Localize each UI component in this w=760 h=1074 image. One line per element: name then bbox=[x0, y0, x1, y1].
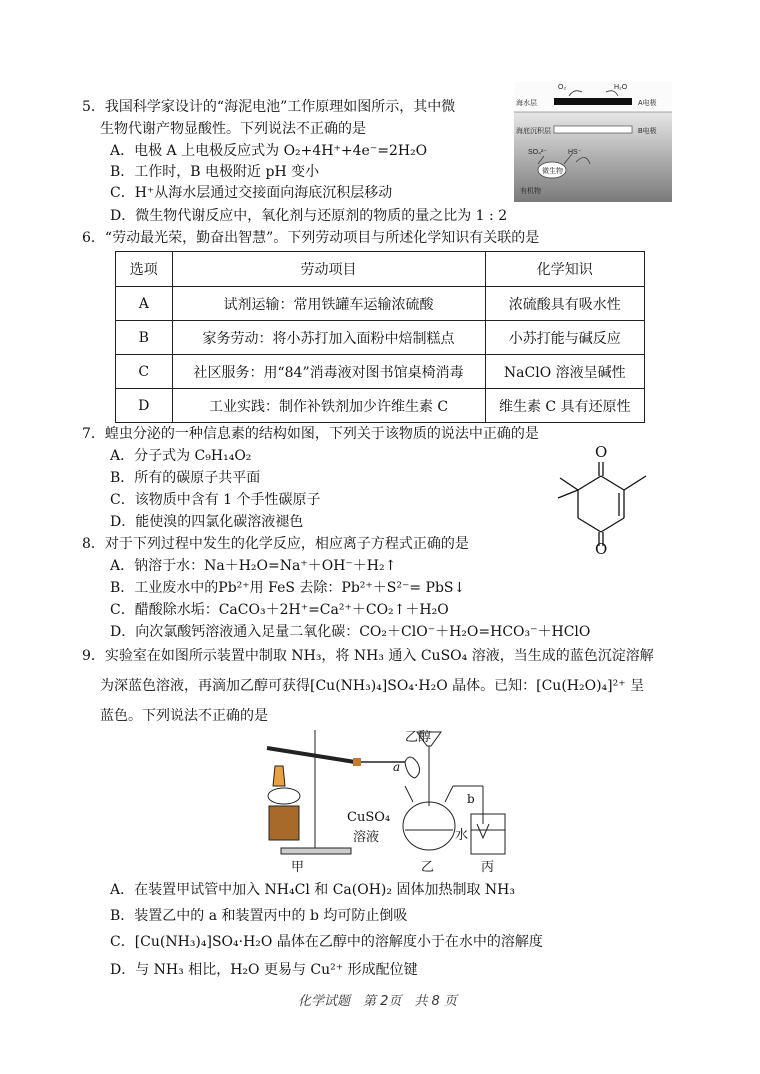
table-cell: NaClO 溶液呈碱性 bbox=[485, 355, 644, 389]
table-cell: 家务劳动：将小苏打加入面粉中焙制糕点 bbox=[172, 321, 485, 355]
q5-option-d: D．微生物代谢反应中，氧化剂与还原剂的物质的量之比为 1 : 2 bbox=[110, 208, 508, 224]
table-cell: 维生素 C 具有还原性 bbox=[485, 389, 644, 423]
label-yi: 乙 bbox=[421, 860, 435, 875]
header-labor: 劳动项目 bbox=[172, 252, 485, 287]
q5-stem-line2: 生物代谢产物显酸性。下列说法不正确的是 bbox=[100, 121, 366, 137]
q7-option-b: B．所有的碳原子共平面 bbox=[110, 470, 261, 486]
atom-o-top: O bbox=[595, 443, 608, 461]
header-knowledge: 化学知识 bbox=[485, 252, 644, 287]
label-water: 水 bbox=[455, 828, 469, 843]
label-a: a bbox=[393, 760, 401, 774]
fig-label-organic: 有机物 bbox=[520, 188, 541, 195]
label-cuso4: CuSO₄ bbox=[347, 810, 391, 825]
q5-option-c: C．H⁺从海水层通过交接面向海底沉积层移动 bbox=[110, 185, 393, 201]
apparatus-figure bbox=[255, 726, 515, 876]
q7-option-a: A．分子式为 C₉H₁₄O₂ bbox=[110, 448, 252, 464]
label-b: b bbox=[467, 792, 475, 806]
table-cell: 社区服务：用“84”消毒液对图书馆桌椅消毒 bbox=[172, 355, 485, 389]
table-row bbox=[116, 389, 645, 423]
q9-option-d: D．与 NH₃ 相比，H₂O 更易与 Cu²⁺ 形成配位键 bbox=[110, 962, 418, 978]
table-row bbox=[116, 287, 645, 321]
q8-option-b: B．工业废水中的Pb²⁺用 FeS 去除：Pb²⁺＋S²⁻= PbS↓ bbox=[110, 580, 466, 596]
q8-option-a: A．钠溶于水：Na＋H₂O=Na⁺＋OH⁻＋H₂↑ bbox=[110, 558, 397, 574]
fig-label-so4: SO₄²⁻ bbox=[528, 149, 547, 156]
fig-label-h2o: H₂O bbox=[614, 84, 628, 91]
table-cell: 小苏打能与碱反应 bbox=[485, 321, 644, 355]
q9-option-b: B．装置乙中的 a 和装置丙中的 b 均可防止倒吸 bbox=[110, 908, 408, 924]
page-footer: 化学试题 第 2页 共 8 页 bbox=[298, 994, 457, 1009]
label-solution: 溶液 bbox=[353, 830, 380, 845]
pheromone-structure bbox=[552, 440, 652, 558]
fig-label-electrode-a: A电极 bbox=[638, 100, 657, 107]
q9-stem-line3: 蓝色。下列说法不正确的是 bbox=[100, 708, 268, 724]
label-ethanol: 乙醇 bbox=[405, 730, 432, 745]
q8-stem: 8．对于下列过程中发生的化学反应，相应离子方程式正确的是 bbox=[82, 536, 469, 552]
table-cell: 试剂运输：常用铁罐车运输浓硫酸 bbox=[172, 287, 485, 321]
label-jia: 甲 bbox=[291, 860, 305, 875]
q5-option-b: B．工作时，B 电极附近 pH 变小 bbox=[110, 164, 320, 180]
q5-stem-line1: 5．我国科学家设计的“海泥电池”工作原理如图所示，其中微 bbox=[82, 99, 456, 115]
fig-label-hs: HS⁻ bbox=[568, 149, 582, 156]
q9-option-c: C．[Cu(NH₃)₄]SO₄·H₂O 晶体在乙醇中的溶解度小于在水中的溶解度 bbox=[110, 934, 543, 950]
q8-option-d: D．向次氯酸钙溶液通入足量二氧化碳：CO₂＋ClO⁻＋H₂O=HCO₃⁻＋HClO bbox=[110, 624, 591, 640]
q6-table bbox=[115, 251, 645, 423]
q9-option-a: A．在装置甲试管中加入 NH₄Cl 和 Ca(OH)₂ 固体加热制取 NH₃ bbox=[110, 882, 515, 898]
table-header-row bbox=[116, 252, 645, 287]
q7-option-d: D．能使溴的四氯化碳溶液褪色 bbox=[110, 514, 304, 530]
sea-mud-battery-figure bbox=[514, 82, 672, 202]
table-cell: A bbox=[116, 287, 173, 321]
fig-label-o2: O₂ bbox=[558, 84, 567, 91]
q9-stem-line2: 为深蓝色溶液，再滴加乙醇可获得[Cu(NH₃)₄]SO₄·H₂O 晶体。已知：[Cu(H₂O)₄]²⁺ 呈 bbox=[100, 678, 645, 694]
table-cell: B bbox=[116, 321, 173, 355]
fig-label-seawater: 海水层 bbox=[516, 100, 537, 107]
table-cell: D bbox=[116, 389, 173, 423]
table-row bbox=[116, 321, 645, 355]
q7-stem: 7．蝗虫分泌的一种信息素的结构如图，下列关于该物质的说法中正确的是 bbox=[82, 426, 539, 442]
table-cell: 工业实践：制作补铁剂加少许维生素 C bbox=[172, 389, 485, 423]
fig-label-microbe: 微生物 bbox=[542, 168, 563, 175]
label-bing: 丙 bbox=[481, 860, 495, 875]
table-cell: 浓硫酸具有吸水性 bbox=[485, 287, 644, 321]
table-row bbox=[116, 355, 645, 389]
q8-option-c: C．醋酸除水垢：CaCO₃＋2H⁺=Ca²⁺＋CO₂↑＋H₂O bbox=[110, 602, 449, 618]
q9-stem-line1: 9．实验室在如图所示装置中制取 NH₃，将 NH₃ 通入 CuSO₄ 溶液，当生成的蓝色沉淀溶解 bbox=[82, 648, 654, 664]
q5-option-a: A．电极 A 上电极反应式为 O₂+4H⁺+4e⁻=2H₂O bbox=[110, 143, 428, 159]
q7-option-c: C．该物质中含有 1 个手性碳原子 bbox=[110, 492, 321, 508]
q6-stem: 6．“劳动最光荣，勤奋出智慧”。下列劳动项目与所述化学知识有关联的是 bbox=[82, 230, 540, 246]
fig-label-sediment: 海底沉积层 bbox=[516, 128, 551, 135]
fig-label-electrode-b: B电极 bbox=[638, 128, 657, 135]
atom-o-bottom: O bbox=[595, 540, 608, 558]
table-cell: C bbox=[116, 355, 173, 389]
header-option: 选项 bbox=[116, 252, 173, 287]
